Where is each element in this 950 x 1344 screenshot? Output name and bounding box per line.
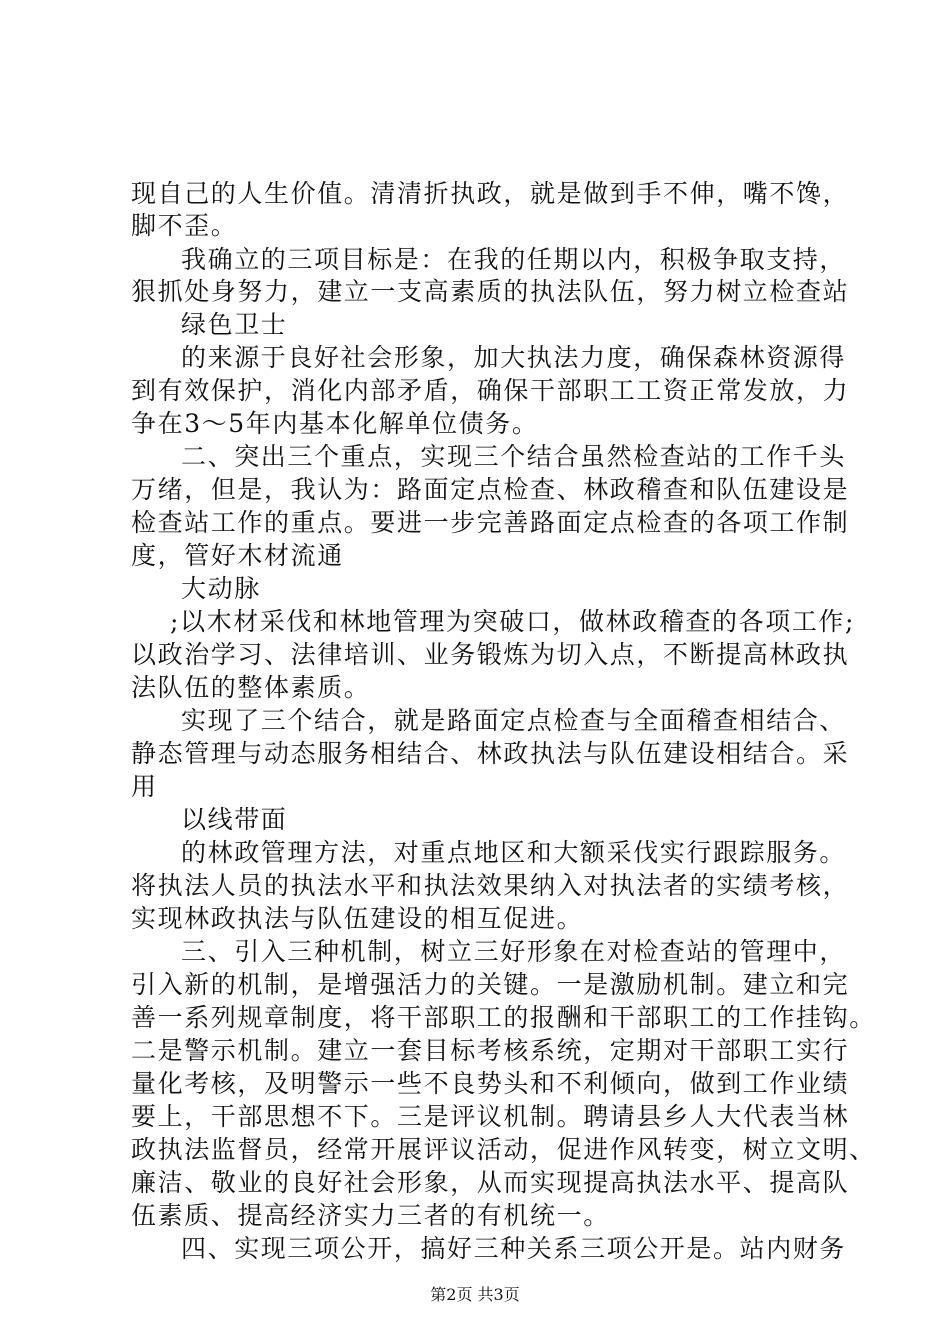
text-line: 要上，干部思想不下。三是评议机制。聘请县乡人大代表当林 [131, 1102, 850, 1131]
text-line: 万绪，但是，我认为：路面定点检查、林政稽查和队伍建设是 [131, 475, 850, 504]
text-line: 实现了三个结合，就是路面定点检查与全面稽查相结合、 [181, 706, 847, 735]
text-line: 检查站工作的重点。要进一步完善路面定点检查的各项工作制 [131, 508, 850, 537]
text-line: 大动脉 [181, 574, 261, 603]
text-line: 的来源于良好社会形象，加大执法力度，确保森林资源得 [181, 343, 847, 372]
text-line: 二是警示机制。建立一套目标考核系统，定期对干部职工实行 [131, 1036, 850, 1065]
text-line: 脚不歪。 [131, 211, 238, 240]
page-number-footer: 第2页 共3页 [430, 1285, 520, 1304]
text-line: 量化考核，及明警示一些不良势头和不利倾向，做到工作业绩 [131, 1069, 850, 1098]
text-line: 度，管好木材流通 [131, 541, 344, 570]
text-line: 争在3～5年内基本化解单位债务。 [131, 409, 539, 438]
text-line: 二、突出三个重点，实现三个结合虽然检查站的工作千头 [181, 442, 847, 471]
text-line: 善一系列规章制度，将干部职工的报酬和干部职工的工作挂钩。 [131, 1003, 876, 1032]
text-line: 廉洁、敬业的良好社会形象，从而实现提高执法水平、提高队 [131, 1168, 850, 1197]
text-line: ;以木材采伐和林地管理为突破口，做林政稽查的各项工作; [170, 607, 856, 636]
text-line: 的林政管理方法，对重点地区和大额采伐实行跟踪服务。 [181, 838, 847, 867]
text-line: 现自己的人生价值。清清折执政，就是做到手不伸，嘴不馋， [131, 179, 850, 208]
text-line: 政执法监督员，经常开展评议活动，促进作风转变，树立文明、 [131, 1135, 876, 1164]
text-line: 用 [131, 772, 158, 801]
text-line: 静态管理与动态服务相结合、林政执法与队伍建设相结合。采 [131, 739, 850, 768]
text-line: 将执法人员的执法水平和执法效果纳入对执法者的实绩考核， [131, 871, 850, 900]
text-line: 绿色卫士 [181, 310, 288, 339]
text-line: 四、实现三项公开，搞好三种关系三项公开是。站内财务 [181, 1234, 847, 1263]
text-line: 狠抓处身努力，建立一支高素质的执法队伍，努力树立检查站 [131, 277, 850, 306]
text-line: 三、引入三种机制，树立三好形象在对检查站的管理中， [181, 937, 847, 966]
text-line: 法队伍的整体素质。 [131, 673, 371, 702]
text-line: 以政治学习、法律培训、业务锻炼为切入点，不断提高林政执 [131, 640, 850, 669]
text-line: 实现林政执法与队伍建设的相互促进。 [131, 904, 584, 933]
text-line: 到有效保护，消化内部矛盾，确保干部职工工资正常发放，力 [131, 376, 850, 405]
text-line: 伍素质、提高经济实力三者的有机统一。 [131, 1201, 610, 1230]
text-line: 我确立的三项目标是：在我的任期以内，积极争取支持， [181, 245, 847, 274]
text-line: 引入新的机制，是增强活力的关键。一是激励机制。建立和完 [131, 970, 850, 999]
text-line: 以线带面 [181, 805, 288, 834]
